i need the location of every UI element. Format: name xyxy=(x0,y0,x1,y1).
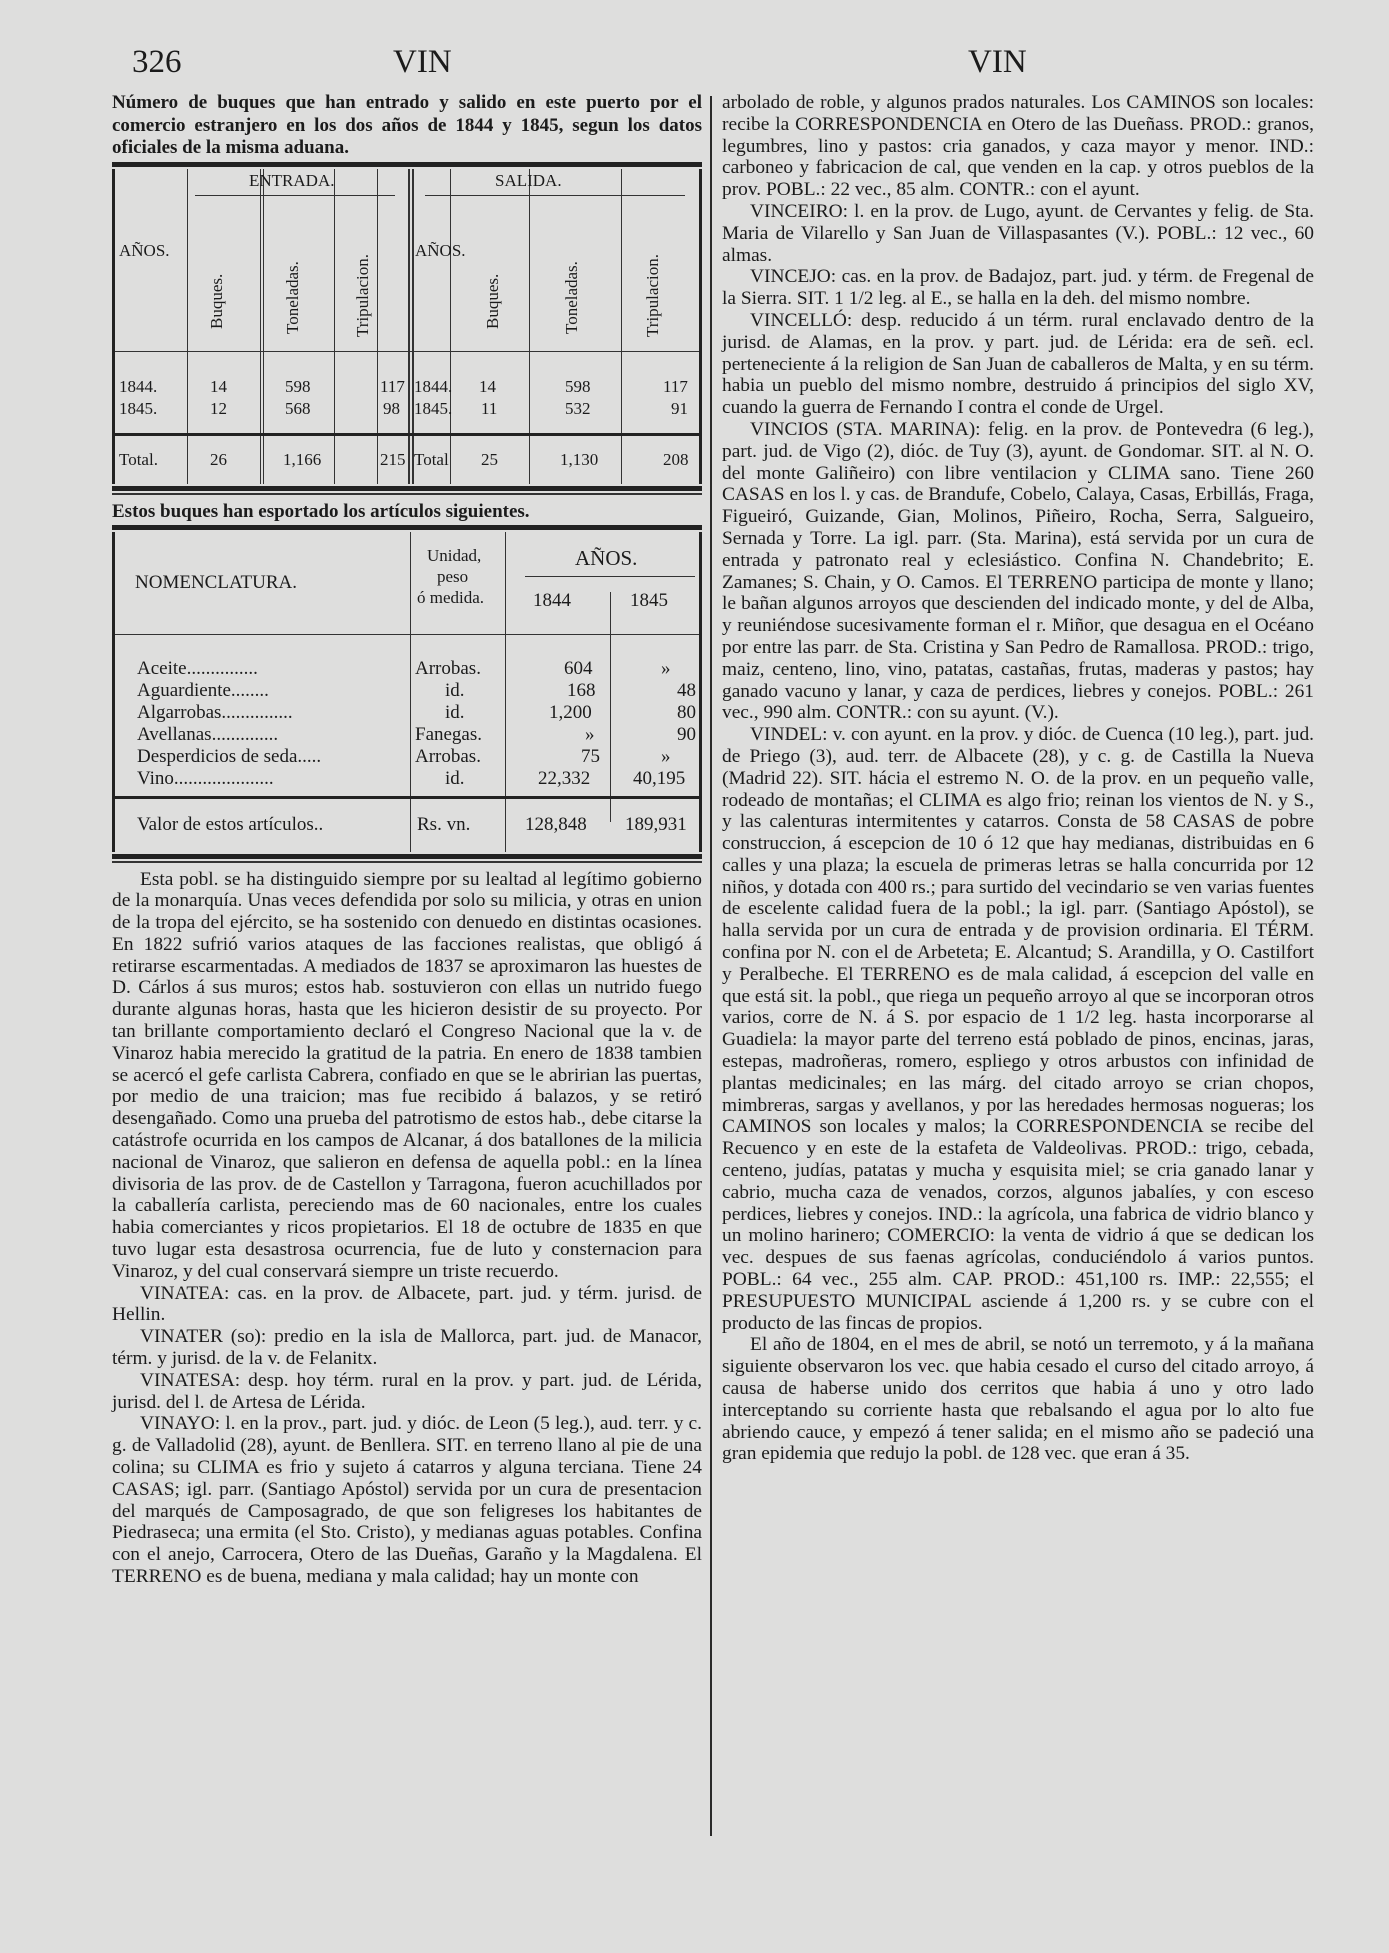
year-1844: 1844 xyxy=(533,589,571,611)
col-anos: AÑOS. xyxy=(575,545,638,570)
exports-table xyxy=(112,532,702,852)
entry-vinater: VINATER (so): predio en la isla de Mallorca, part. jud. de Manacor, térm. y jurisd. de la v. de Felanitx. xyxy=(112,1326,702,1370)
row-1844: 604 xyxy=(564,657,593,679)
row-1845: » xyxy=(661,657,671,679)
rule xyxy=(112,854,702,859)
right-column xyxy=(722,92,1314,1465)
row-unit: Arrobas. xyxy=(415,745,481,767)
entry-vindel-earthquake: El año de 1804, en el mes de abril, se notó un terremoto, y á la mañana siguiente observaron los vec. que habia cesado el curso del citado arroyo, á causa de haberse unido dos cerritos que habia á uno y otro lado interceptando su corriente hasta que rebalsando el agua por lo alto fue abriendo cauce, y empezó á tener salida; en el mismo año se padeció una gran epidemia que redujo la pobl. de 128 vec. que eran á 35. xyxy=(722,1334,1314,1465)
row-unit: id. xyxy=(445,767,465,789)
table1-caption: Número de buques que han entrado y salido en este puerto por el comercio estranjero en los dos años de 1844 y 1845, segun los datos oficiales de la misma aduana. xyxy=(112,92,702,158)
row2-s-tripulacion: 91 xyxy=(671,398,688,418)
page-header xyxy=(0,44,1389,90)
col-unidad-3: ó medida. xyxy=(417,587,485,607)
right-running-title: VIN xyxy=(968,44,1027,80)
col-toneladas-2: Toneladas. xyxy=(562,260,581,334)
entry-vinatesa: VINATESA: desp. hoy térm. rural en la prov. y part. jud. de Lérida, jurisd. del l. de Artesa de Lérida. xyxy=(112,1369,702,1413)
entry-vincios: VINCIOS (STA. MARINA): felig. en la prov. de Pontevedra (6 leg.), part. jud. de Vigo (2), dióc. de Tuy (3), ayunt. de Gondomar. SIT. al N. O. del monte Galiñeiro) con libre ventilacion y CLIMA sano. Tiene 260 CASAS en los l. y cas. de Brandufe, Cobelo, Calaya, Casas, Erbillás, Fraga, Figueiró, Guizande, Gian, Molinos, Piñeiro, Rocha, Serra, Salgueiro, Sernada y Torre. La igl. parr. (Sta. Marina), está servida por un cura de entrada y patronato real y eclesiástico. Confina N. Chandebrito; E. Zamanes; S. Chain, y O. Camos. El TERRENO participa de monte y llano; le bañan algunos arroyos que descienden del indicado monte, y del de Alba, y reuniéndose sucesivamente forman el r. Miñor, que desagua en el Océano por entre las parr. de Sta. Cristina y San Pedro de Ramallosa. PROD.: trigo, maiz, centeno, lino, vino, patatas, castañas, frutas, maderas y pastos; hay ganado vacuno y lanar, y caza de perdices, liebres y conejos. POBL.: 261 vec., 990 alm. CONTR.: con su ayunt. (V.). xyxy=(722,418,1314,724)
row-unit: id. xyxy=(445,701,465,723)
row1-s-buques: 14 xyxy=(479,376,496,396)
row-name: Aceite............... xyxy=(137,657,258,679)
col-unidad-1: Unidad, xyxy=(427,545,482,565)
entry-vinayo: VINAYO: l. en la prov., part. jud. y dióc. de Leon (5 leg.), aud. terr. y c. g. de Valladolid (28), ayunt. de Benllera. SIT. en terreno llano al pie de una colina; su CLIMA es frio y sujeto á catarros y alguna terciana. Tiene 24 CASAS; igl. parr. (Santiago Apóstol) servida por un cura de presentacion del marqués de Camposagrado, de que son feligreses los habitantes de Piedraseca; una ermita (el Sto. Cristo), y medianas aguas potables. Confina con el anejo, Carrocera, Otero de las Dueñas, Garaño y la Magdalena. El TERRENO es de buena, mediana y mala calidad; hay un monte con xyxy=(112,1413,702,1587)
col-buques: Buques. xyxy=(207,273,226,329)
table2-caption: Estos buques han esportado los artículos siguientes. xyxy=(112,500,530,522)
left-column xyxy=(112,92,702,1588)
entrada-label: ENTRADA. xyxy=(249,170,335,190)
col-unidad-2: peso xyxy=(437,566,469,586)
row-name: Avellanas.............. xyxy=(137,723,279,745)
row-1845: 48 xyxy=(677,679,696,701)
row2-s-toneladas: 532 xyxy=(565,398,591,418)
year-1845: 1845 xyxy=(630,589,668,611)
row-1844: 22,332 xyxy=(538,767,591,789)
total-name: Valor de estos artículos.. xyxy=(137,813,324,835)
row2-e-tripulacion: 98 xyxy=(383,398,400,418)
left-running-title: VIN xyxy=(393,44,452,80)
row-1844: 168 xyxy=(567,679,596,701)
row-name: Aguardiente........ xyxy=(137,679,269,701)
row-unit: Fanegas. xyxy=(415,723,483,745)
rule xyxy=(112,525,702,530)
col-toneladas: Toneladas. xyxy=(283,260,302,334)
row2-e-buques: 12 xyxy=(210,398,227,418)
row-1844: 75 xyxy=(581,745,600,767)
anos-header: AÑOS. xyxy=(119,240,170,260)
entry-vinatea: VINATEA: cas. en la prov. de Albacete, part. jud. y térm. jurisd. de Hellin. xyxy=(112,1282,702,1326)
row2-year: 1845. xyxy=(119,398,158,418)
row1-e-tripulacion: 117 xyxy=(380,376,405,396)
row-1845: 90 xyxy=(677,723,696,745)
row1-year2: 1844. xyxy=(414,376,453,396)
row1-e-toneladas: 598 xyxy=(285,376,311,396)
entry-vincejo: VINCEJO: cas. en la prov. de Badajoz, part. jud. y térm. de Fregenal de la Sierra. SIT. 1 1/2 leg. al E., se halla en la deh. del mismo nombre. xyxy=(722,266,1314,310)
row-unit: id. xyxy=(445,679,465,701)
entry-vindel: VINDEL: v. con ayunt. en la prov. y dióc. de Cuenca (10 leg.), part. jud. de Priego (3), aud. terr. de Albacete (28), y c. g. de Castilla la Nueva (Madrid 22). SIT. hácia el estremo N. O. de la prov. en un pequeño valle, rodeado de montañas; el CLIMA es algo frio; reinan los vientos de N. y S., y las calenturas intermitentes y catarros. Consta de 58 CASAS de pobre construccion, á escepcion de 10 ó 12 que hay medianas, distribuidas en 6 calles y una plaza; la escuela de primeras letras se halla concurrida por 12 niños, y dotada con 400 rs.; para surtido del vecindario se ven varias fuentes de escelente calidad fuera de la pobl.; la igl. parr. (Santiago Apóstol), se halla servida por un cura de entrada y de provision ordinaria. El TÉRM. confina por N. con el de Arbeteta; E. Alcantud; S. Arandilla, y O. Castilfort y Peralbeche. El TERRENO es de mala calidad, á escepcion del valle en que está sit. la pobl., que riega un pequeño arroyo al que se incorporan otros varios, corre de N. á S. por espacio de 1 1/2 leg. hasta incorporarse al Guadiela: la mayor parte del terreno está poblado de pinos, encinas, jaras, estepas, madroñeras, romero, espliego y otros arbustos con infinidad de plantas medicinales; en las márg. del citado arroyo se crian chopos, mimbreras, sargas y avellanos, y por las heredades hermosas nogueras; los CAMINOS son locales y malos; la CORRESPONDENCIA se recibe del Recuenco y en este de la estafeta de Valdeolivas. PROD.: trigo, cebada, centeno, judías, patatas y mucha y esquisita miel; se cria ganado lanar y cabrio, mucha caza de venados, corzos, algunos jabalíes, y con esceso perdices, liebres y conejos. IND.: la agrícola, una fabrica de vidrio blanco y un molino harinero; COMERCIO: la venta de vidrio á que se dedican los vec. despues de sus faenas agrícolas, conduciéndolo á varios puntos. POBL.: 64 vec., 255 alm. CAP. PROD.: 451,100 rs. IMP.: 22,555; el PRESUPUESTO MUNICIPAL asciende á 1,200 rs. y se cubre con el producto de las fincas de propios. xyxy=(722,724,1314,1334)
ships-table xyxy=(112,169,702,484)
row2-e-toneladas: 568 xyxy=(285,398,311,418)
history-paragraph: Esta pobl. se ha distinguido siempre por su lealtad al legítimo gobierno de la monarquía. Unas veces defendida por solo su milicia, y otras en union de la tropa del ejército, se ha sostenido con denuedo en distintas ocasiones. En 1822 sufrió varios ataques de las facciones realistas, que obligó á retirarse escarmentadas. A mediados de 1837 se aproximaron las huestes de D. Cárlos á sus muros; estos hab. sostuvieron con ellas un nutrido fuego durante algunas horas, hasta que les hicieron desistir de su proyecto. Por tan brillante comportamiento declaró el Congreso Nacional que la v. de Vinaroz habia merecido la gratitud de la patria. En enero de 1838 tambien se acercó el gefe carlista Cabrera, confiado en que se le abririan las puertas, por medio de una traicion; mas fue recibido á balazos, y se retiró desengañado. Como una prueba del patrotismo de estos hab., debe citarse la catástrofe ocurrida en los campos de Alcanar, á dos batallones de la milicia nacional de Vinaroz, que salieron en defensa de aquella pobl.: en la línea divisoria de las prov. de de Castellon y Tarragona, fueron acuchillados por la caballería carlista, pereciendo mas de 60 nacionales, entre los cuales habia comerciantes y ricos propietarios. El 18 de octubre de 1835 en que tuvo lugar esta desastrosa ocurrencia, fue de luto y consternacion para Vinaroz, y del cual conservará siempre un triste recuerdo. xyxy=(112,868,702,1282)
row2-year2: 1845. xyxy=(414,398,453,418)
total-1844: 128,848 xyxy=(525,813,587,835)
entry-vincello: VINCELLÓ: desp. reducido á un térm. rural enclavado dentro de la jurisd. de Alamas, en la prov. y part. jud. de Lérida: era de señ. ecl. perteneciente á la religion de San Juan de caballeros de Malta, y en su térm. habia un pueblo del mismo nombre, destruido á principios del siglo XV, cuando la guerra de Fernando I contra el conde de Urgel. xyxy=(722,309,1314,419)
total-label-2: Total xyxy=(414,449,449,469)
row2-s-buques: 11 xyxy=(481,398,498,418)
total-s-toneladas: 1,130 xyxy=(560,449,599,469)
col-buques-2: Buques. xyxy=(483,273,502,329)
total-s-buques: 25 xyxy=(481,449,498,469)
salida-label: SALIDA. xyxy=(495,170,562,190)
row-1844: 1,200 xyxy=(549,701,592,723)
total-unit: Rs. vn. xyxy=(417,813,471,835)
row-1845: 40,195 xyxy=(633,767,686,789)
row-1845: » xyxy=(661,745,671,767)
rule xyxy=(112,162,702,167)
row1-year: 1844. xyxy=(119,376,158,396)
total-label: Total. xyxy=(119,449,158,469)
row-1844: » xyxy=(585,723,595,745)
total-s-tripulacion: 208 xyxy=(663,449,689,469)
total-e-toneladas: 1,166 xyxy=(283,449,322,469)
row1-s-tripulacion: 117 xyxy=(663,376,688,396)
rule xyxy=(112,861,702,863)
col-nomenclatura: NOMENCLATURA. xyxy=(135,571,298,593)
total-1845: 189,931 xyxy=(625,813,687,835)
row1-e-buques: 14 xyxy=(210,376,227,396)
row-unit: Arrobas. xyxy=(415,657,481,679)
row-1845: 80 xyxy=(677,701,696,723)
row1-s-toneladas: 598 xyxy=(565,376,591,396)
entry-vinayo-continued: arbolado de roble, y algunos prados naturales. Los CAMINOS son locales: recibe la CORRESPONDENCIA en Otero de las Dueñass. PROD.: granos, legumbres, lino y pastos: cria ganados, y caza mayor y menor. IND.: carboneo y fabricacion de cal, que venden en la cap. y otros pueblos de la prov. POBL.: 22 vec., 85 alm. CONTR.: con el ayunt. xyxy=(722,92,1314,201)
row-name: Vino..................... xyxy=(137,767,274,789)
row-name: Algarrobas............... xyxy=(137,701,293,723)
total-e-buques: 26 xyxy=(210,449,227,469)
rule xyxy=(112,486,702,491)
total-e-tripulacion: 215 xyxy=(380,449,406,469)
col-tripulacion: Tripulacion. xyxy=(353,253,372,337)
col-tripulacion-2: Tripulacion. xyxy=(643,253,662,337)
rule xyxy=(112,493,702,495)
column-divider xyxy=(710,96,712,1836)
entry-vinceiro: VINCEIRO: l. en la prov. de Lugo, ayunt. de Cervantes y felig. de Sta. Maria de Vilarello y San Juan de Villaspasantes (V.). POBL.: 12 vec., 60 almas. xyxy=(722,200,1314,266)
page-number: 326 xyxy=(132,44,182,80)
anos-header-2: AÑOS. xyxy=(415,240,466,260)
row-name: Desperdicios de seda..... xyxy=(137,745,322,767)
